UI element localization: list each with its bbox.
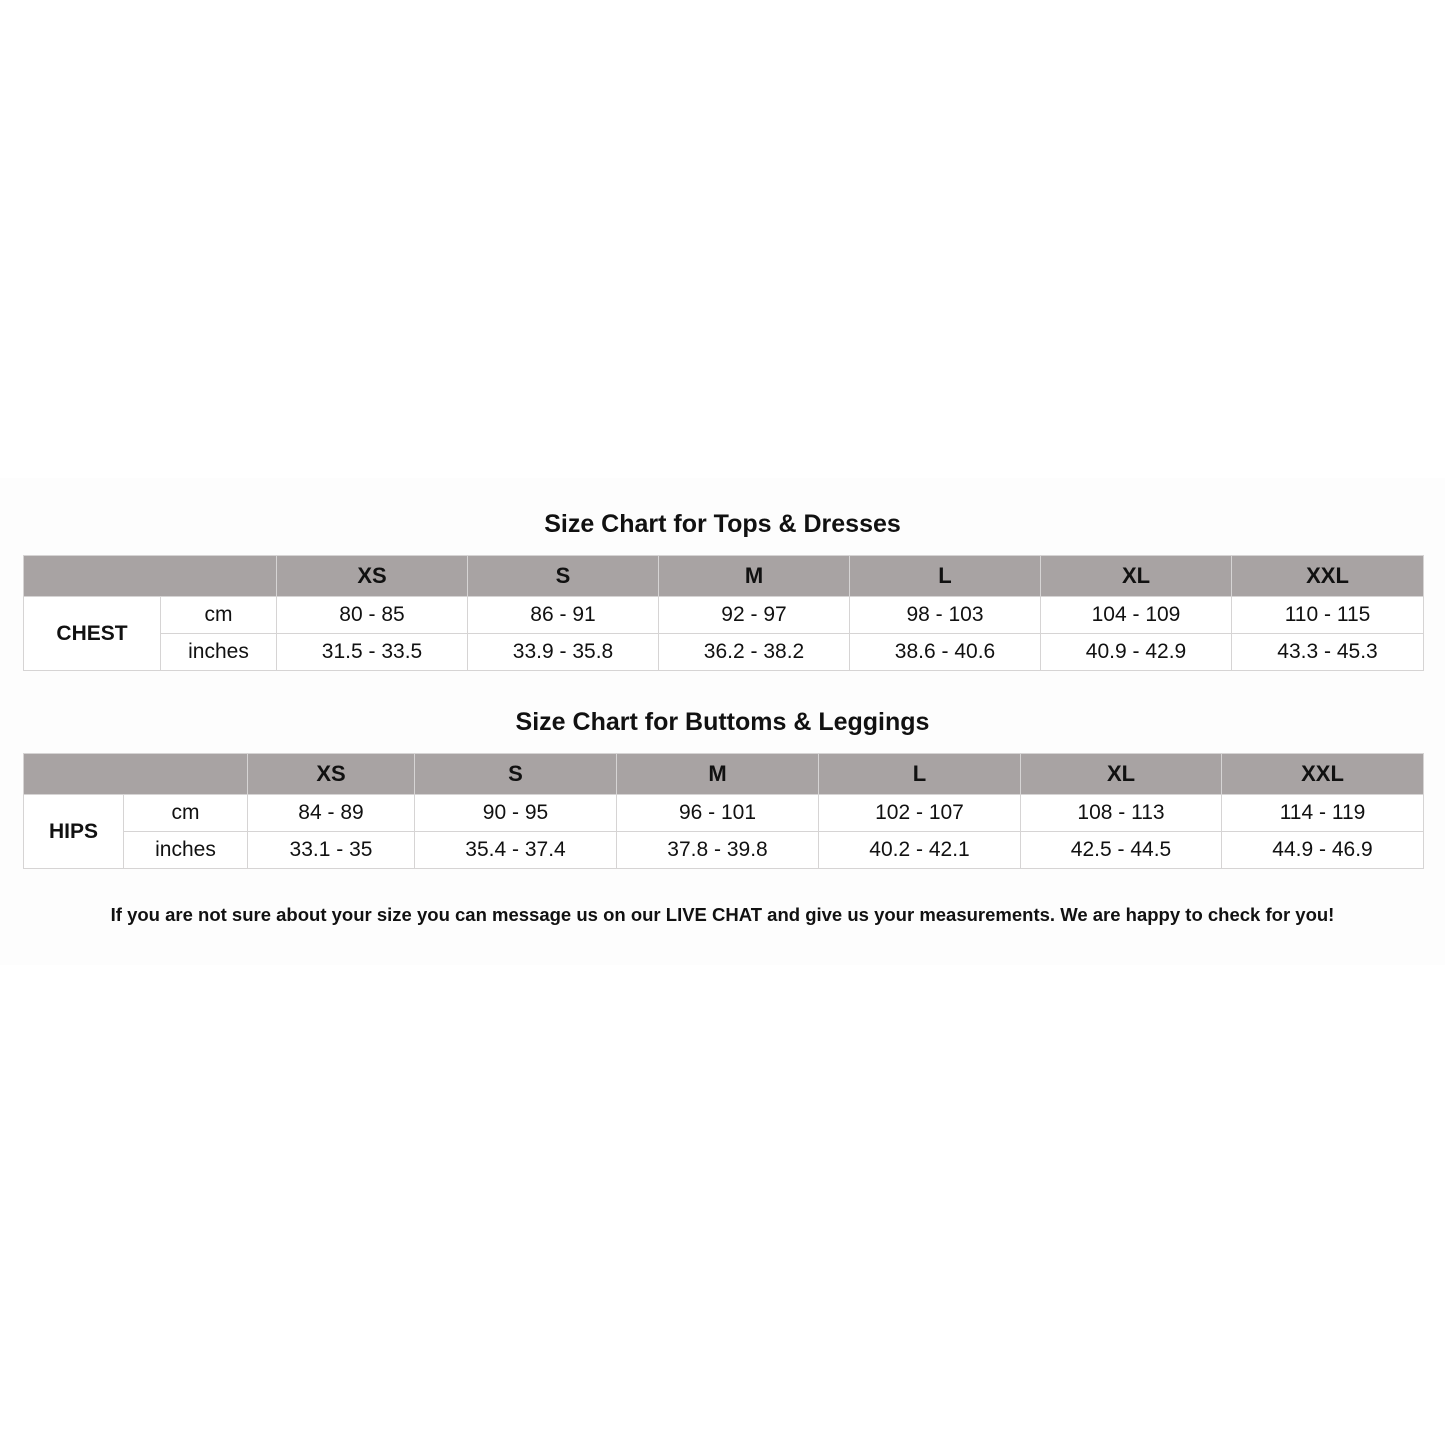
tops-size-table (23, 555, 1424, 671)
unit-label: cm (124, 795, 248, 832)
table-row (24, 795, 1424, 832)
bottoms-header-row (24, 754, 1424, 795)
tops-chart-title: Size Chart for Tops & Dresses (544, 510, 901, 538)
tops-size-xs: XS (277, 556, 468, 597)
tops-size-xl: XL (1041, 556, 1232, 597)
table-cell: 44.9 - 46.9 (1222, 832, 1424, 869)
table-cell: 92 - 97 (659, 597, 850, 634)
table-cell: 33.9 - 35.8 (468, 634, 659, 671)
table-row (24, 832, 1424, 869)
unit-label: inches (124, 832, 248, 869)
table-cell: 38.6 - 40.6 (850, 634, 1041, 671)
table-cell: 33.1 - 35 (248, 832, 415, 869)
bottoms-size-xs: XS (248, 754, 415, 795)
bottoms-size-xl: XL (1021, 754, 1222, 795)
bottoms-size-s: S (415, 754, 617, 795)
table-row (24, 634, 1424, 671)
size-help-footnote: If you are not sure about your size you can message us on our LIVE CHAT and give us your measurements. We are happy to check for you! (110, 904, 1335, 925)
table-row (24, 597, 1424, 634)
tops-header-row (24, 556, 1424, 597)
table-cell: 90 - 95 (415, 795, 617, 832)
table-cell: 108 - 113 (1021, 795, 1222, 832)
table-cell: 114 - 119 (1222, 795, 1424, 832)
table-cell: 86 - 91 (468, 597, 659, 634)
table-cell: 110 - 115 (1232, 597, 1424, 634)
table-cell: 37.8 - 39.8 (617, 832, 819, 869)
bottoms-size-m: M (617, 754, 819, 795)
bottoms-header-blank (24, 754, 248, 795)
unit-label: inches (161, 634, 277, 671)
table-cell: 40.2 - 42.1 (819, 832, 1021, 869)
table-cell: 43.3 - 45.3 (1232, 634, 1424, 671)
table-cell: 42.5 - 44.5 (1021, 832, 1222, 869)
table-cell: 98 - 103 (850, 597, 1041, 634)
tops-size-xxl: XXL (1232, 556, 1424, 597)
table-cell: 35.4 - 37.4 (415, 832, 617, 869)
tops-size-l: L (850, 556, 1041, 597)
tops-measure-label: CHEST (24, 597, 161, 671)
bottoms-size-xxl: XXL (1222, 754, 1424, 795)
tops-header-blank (24, 556, 277, 597)
table-cell: 102 - 107 (819, 795, 1021, 832)
table-cell: 80 - 85 (277, 597, 468, 634)
bottoms-size-table (23, 753, 1424, 869)
table-cell: 40.9 - 42.9 (1041, 634, 1232, 671)
table-cell: 84 - 89 (248, 795, 415, 832)
table-cell: 104 - 109 (1041, 597, 1232, 634)
bottoms-chart-title: Size Chart for Buttoms & Leggings (515, 708, 930, 736)
bottoms-size-l: L (819, 754, 1021, 795)
table-cell: 31.5 - 33.5 (277, 634, 468, 671)
unit-label: cm (161, 597, 277, 634)
table-cell: 96 - 101 (617, 795, 819, 832)
bottoms-measure-label: HIPS (24, 795, 124, 869)
table-cell: 36.2 - 38.2 (659, 634, 850, 671)
tops-size-m: M (659, 556, 850, 597)
tops-size-s: S (468, 556, 659, 597)
